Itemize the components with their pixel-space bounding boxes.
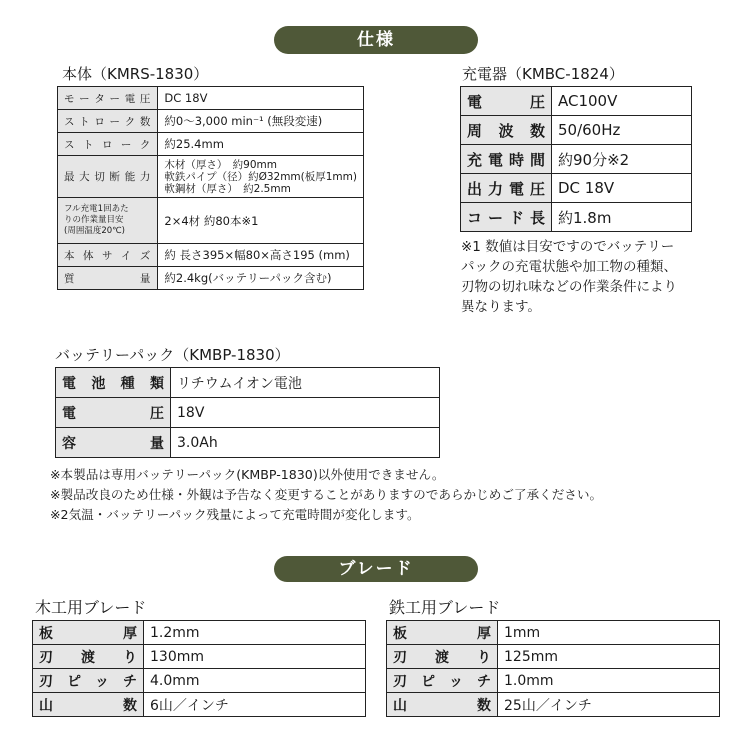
- spec-heading: 仕様: [274, 26, 478, 54]
- table-row: [58, 244, 364, 267]
- row-value: 約1.8m: [552, 203, 692, 232]
- body-unit-title: 本体（KMRS-1830）: [62, 65, 209, 83]
- row-value: 約25.4mm: [158, 133, 364, 156]
- row-label: 充 電 時 間: [467, 150, 545, 169]
- table-row: [387, 693, 720, 717]
- row-label: 刃 ピ ッ チ: [393, 673, 491, 690]
- row-label: 電 圧: [62, 405, 164, 422]
- row-value: 25山／インチ: [498, 693, 720, 717]
- battery-title: バッテリーパック（KMBP-1830）: [55, 346, 290, 364]
- row-value: 約0～3,000 min⁻¹ (無段変速): [158, 110, 364, 133]
- table-row: [387, 645, 720, 669]
- row-value: 木材（厚さ） 約90mm 軟鉄パイプ（径）約Ø32mm(板厚1mm) 軟鋼材（厚さ） 約2.5mm: [158, 156, 364, 198]
- row-label: ス ト ロ ー ク: [64, 138, 152, 151]
- table-row: [33, 693, 366, 717]
- row-label: 板 厚: [393, 625, 491, 642]
- iron-blade-title: 鉄工用ブレード: [389, 598, 501, 617]
- blade-heading: ブレード: [274, 556, 478, 582]
- row-label: ス ト ロ ー ク 数: [64, 115, 152, 128]
- row-label: 最 大 切 断 能 力: [64, 171, 152, 183]
- table-row: [58, 198, 364, 244]
- row-value: 50/60Hz: [552, 116, 692, 145]
- row-value: 1.0mm: [498, 669, 720, 693]
- row-label: 電 池 種 類: [62, 375, 164, 392]
- row-label: 山 数: [393, 697, 491, 714]
- row-value: 2×4材 約80本※1: [158, 198, 364, 244]
- row-value: 125mm: [498, 645, 720, 669]
- table-row: [461, 203, 692, 232]
- table-row: [58, 267, 364, 290]
- table-row: [58, 110, 364, 133]
- table-row: [58, 87, 364, 110]
- table-row: [33, 621, 366, 645]
- table-row: [58, 156, 364, 198]
- row-value: 3.0Ah: [171, 428, 440, 458]
- battery-table: [55, 367, 440, 458]
- wood-blade-title: 木工用ブレード: [35, 598, 147, 617]
- table-row: [387, 669, 720, 693]
- table-row: [461, 145, 692, 174]
- row-label: 容 量: [62, 435, 164, 452]
- row-label: 刃 渡 り: [393, 649, 491, 666]
- row-label: 出 力 電 圧: [467, 179, 545, 198]
- row-label: 周 波 数: [467, 121, 545, 140]
- row-label: 刃 渡 り: [39, 649, 137, 666]
- row-label: 電 圧: [467, 92, 545, 111]
- table-row: [461, 116, 692, 145]
- row-value: 1mm: [498, 621, 720, 645]
- row-label: コ ー ド 長: [467, 208, 545, 227]
- row-label: 本 体 サ イ ズ: [64, 249, 152, 262]
- charger-table: [460, 86, 692, 232]
- row-value: DC 18V: [552, 174, 692, 203]
- row-label: 山 数: [39, 697, 137, 714]
- row-value: DC 18V: [158, 87, 364, 110]
- table-row: [56, 368, 440, 398]
- table-row: [33, 669, 366, 693]
- table-row: [33, 645, 366, 669]
- note-line: ※本製品は専用バッテリーパック(KMBP-1830)以外使用できません。: [50, 467, 445, 482]
- row-value: 4.0mm: [144, 669, 366, 693]
- row-value: 1.2mm: [144, 621, 366, 645]
- body-unit-table: [57, 86, 364, 290]
- table-row: [56, 428, 440, 458]
- row-label: 刃 ピ ッ チ: [39, 673, 137, 690]
- table-row: [387, 621, 720, 645]
- table-row: [56, 398, 440, 428]
- table-row: [461, 87, 692, 116]
- notes: [50, 465, 602, 525]
- row-value: 約 長さ395×幅80×高さ195 (mm): [158, 244, 364, 267]
- row-label: 板 厚: [39, 625, 137, 642]
- wood-blade-table: [32, 620, 366, 717]
- row-value: 約2.4kg(バッテリーパック含む): [158, 267, 364, 290]
- row-value: リチウムイオン電池: [171, 368, 440, 398]
- charger-note: ※1 数値は目安ですのでバッテリー パックの充電状態や加工物の種類、 刃物の切れ味などの作業条件により 異なります。: [461, 239, 677, 315]
- iron-blade-table: [386, 620, 720, 717]
- row-value: 130mm: [144, 645, 366, 669]
- table-row: [461, 174, 692, 203]
- note-line: ※製品改良のため仕様・外観は予告なく変更することがありますのであらかじめご了承ください。: [50, 487, 603, 502]
- row-label: 質 量: [64, 272, 152, 285]
- row-value: 約90分※2: [552, 145, 692, 174]
- row-label: モ ー タ ー 電 圧: [64, 92, 152, 105]
- row-value: 6山／インチ: [144, 693, 366, 717]
- charger-title: 充電器（KMBC-1824）: [462, 65, 624, 83]
- row-value: 18V: [171, 398, 440, 428]
- table-row: [58, 133, 364, 156]
- row-value: AC100V: [552, 87, 692, 116]
- row-label: フル充電1回あた りの作業量目安 (周囲温度20℃): [58, 198, 158, 244]
- note-line: ※2気温・バッテリーパック残量によって充電時間が変化します。: [50, 507, 420, 522]
